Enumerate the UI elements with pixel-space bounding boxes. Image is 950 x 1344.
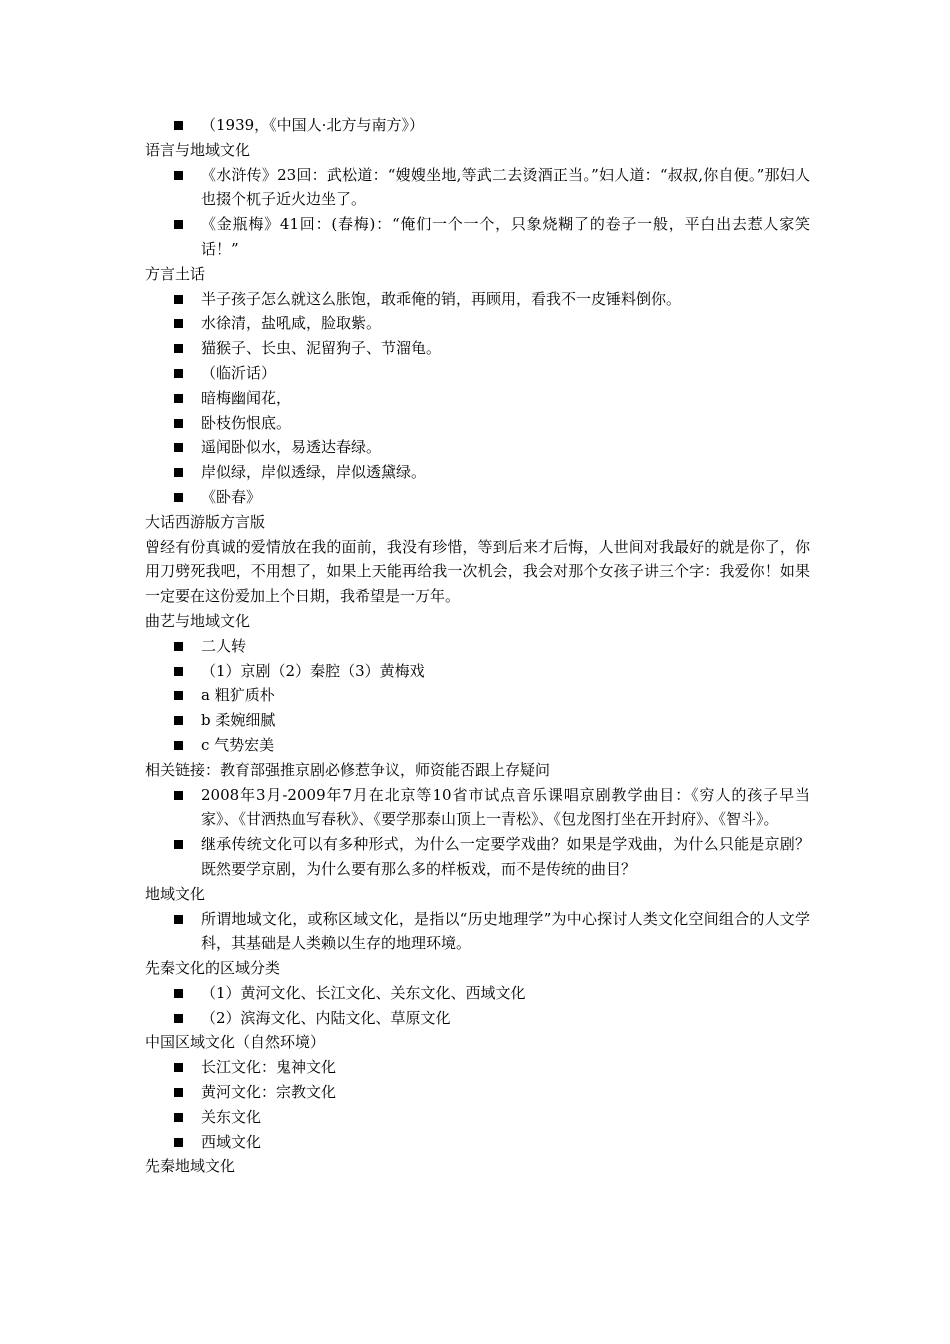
body-paragraph: 曾经有份真诚的爱情放在我的面前，我没有珍惜，等到后来才后悔，人世间对我最好的就是你了，你用刀劈死我吧，不用想了，如果上天能再给我一次机会，我会对那个女孩子讲三个字：我爱你！如果一定要在这份爱加上个日期，我希望是一万年。	[145, 537, 810, 606]
list-item	[145, 634, 810, 659]
list-item-text: 半子孩子怎么就这么胀饱，敢乖俺的销，再顾用，看我不一皮锤料倒你。	[201, 289, 682, 308]
list-item	[145, 311, 810, 336]
list-item	[145, 113, 810, 138]
section-heading: 方言土话	[145, 264, 206, 283]
list-item-text: 继承传统文化可以有多种形式，为什么一定要学戏曲？如果是学戏曲，为什么只能是京剧？既然要学京剧，为什么要有那么多的样板戏，而不是传统的曲目？	[201, 835, 810, 878]
section-heading: 大话西游版方言版	[145, 512, 266, 531]
list-item	[145, 287, 810, 312]
section-westward-journey	[145, 510, 810, 609]
square-bullet-icon	[174, 493, 183, 502]
list-item	[145, 981, 810, 1006]
section-language-culture	[145, 138, 810, 262]
square-bullet-icon	[174, 1014, 183, 1023]
square-bullet-icon	[174, 791, 183, 800]
section-pre-qin-regional-culture	[145, 1154, 810, 1179]
list-item	[145, 163, 810, 213]
square-bullet-icon	[174, 716, 183, 725]
list-item-text: 水徐清，盐吼咸，脸取紫。	[201, 314, 382, 333]
list-item	[145, 1105, 810, 1130]
list-item-text: 《水浒传》23回：武松道：“嫂嫂坐地,等武二去烫酒正当。”妇人道：“叔叔,你自便。”那妇人也掇个杌子近火边坐了。	[201, 165, 810, 209]
section-china-regional-culture	[145, 1030, 810, 1154]
list-item-text: 黄河文化：宗教文化	[201, 1083, 337, 1102]
list-item	[145, 683, 810, 708]
square-bullet-icon	[174, 667, 183, 676]
list-item-text: （1939，《中国人·北方与南方》）	[201, 116, 424, 134]
square-bullet-icon	[174, 419, 183, 428]
square-bullet-icon	[174, 1113, 183, 1122]
square-bullet-icon	[174, 344, 183, 353]
square-bullet-icon	[174, 369, 183, 378]
square-bullet-icon	[174, 840, 183, 849]
square-bullet-icon	[174, 121, 183, 130]
list-item-text: 《金瓶梅》41回：(春梅)：“俺们一个一个，只象烧糊了的卷子一般，平白出去惹人家笑话！”	[201, 215, 810, 258]
square-bullet-icon	[174, 394, 183, 403]
list-item-text: 长江文化：鬼神文化	[201, 1058, 337, 1077]
list-item	[145, 386, 810, 411]
square-bullet-icon	[174, 1063, 183, 1072]
section-pre-qin-classification	[145, 956, 810, 1030]
square-bullet-icon	[174, 171, 183, 180]
list-item-text: 遥闻卧似水，易透达春绿。	[201, 438, 382, 457]
square-bullet-icon	[174, 642, 183, 651]
section-heading: 中国区域文化（自然环境）	[145, 1033, 326, 1052]
list-item	[145, 435, 810, 460]
square-bullet-icon	[174, 741, 183, 750]
square-bullet-icon	[174, 1088, 183, 1097]
list-item	[145, 783, 810, 833]
square-bullet-icon	[174, 220, 183, 229]
list-item-text: 2008年3月-2009年7月在北京等10省市试点音乐课唱京剧教学曲目：《穷人的孩子早当家》、《甘洒热血写春秋》、《要学那泰山顶上一青松》、《包龙图打坐在开封府》、《智斗》。	[201, 785, 810, 829]
list-item	[145, 411, 810, 436]
bullet-list	[145, 287, 810, 510]
list-item	[145, 1080, 810, 1105]
list-item-text: 猫猴子、长虫、泥留狗子、节溜龟。	[201, 339, 442, 358]
list-item	[145, 336, 810, 361]
list-item	[145, 460, 810, 485]
section-related-link	[145, 758, 810, 882]
list-item	[145, 733, 810, 758]
list-item-text: c 气势宏美	[201, 735, 275, 754]
square-bullet-icon	[174, 691, 183, 700]
list-item-text: 关东文化	[201, 1107, 262, 1126]
section-heading: 相关链接：教育部强推京剧必修惹争议，师资能否跟上存疑问	[145, 760, 551, 779]
intro-list	[145, 113, 810, 138]
list-item	[145, 212, 810, 262]
list-item	[145, 832, 810, 882]
section-heading: 语言与地域文化	[145, 140, 251, 159]
section-heading: 地域文化	[145, 884, 206, 903]
section-heading: 曲艺与地域文化	[145, 611, 251, 630]
list-item	[145, 1130, 810, 1155]
square-bullet-icon	[174, 295, 183, 304]
square-bullet-icon	[174, 319, 183, 328]
list-item-text: 岸似绿，岸似透绿，岸似透黛绿。	[201, 463, 427, 482]
list-item-text: b 柔婉细腻	[201, 711, 276, 730]
square-bullet-icon	[174, 468, 183, 477]
list-item	[145, 1006, 810, 1031]
section-heading: 先秦文化的区域分类	[145, 959, 281, 978]
list-item-text: （2）滨海文化、内陆文化、草原文化	[201, 1008, 451, 1027]
list-item-text: a 粗犷质朴	[201, 686, 275, 705]
list-item-text: 所谓地域文化，或称区域文化，是指以“历史地理学”为中心探讨人类文化空间组合的人文学科，其基础是人类赖以生存的地理环境。	[201, 909, 810, 953]
bullet-list	[145, 981, 810, 1031]
list-item-text: 暗梅幽闻花，	[201, 388, 292, 407]
section-dialect	[145, 262, 810, 510]
list-item-text: 卧枝伤恨底。	[201, 413, 292, 432]
bullet-list	[145, 163, 810, 262]
list-item	[145, 361, 810, 386]
square-bullet-icon	[174, 443, 183, 452]
list-item-text: 西域文化	[201, 1132, 262, 1151]
bullet-list	[145, 1055, 810, 1154]
list-item	[145, 659, 810, 684]
square-bullet-icon	[174, 989, 183, 998]
bullet-list	[145, 634, 810, 758]
bullet-list	[145, 783, 810, 882]
section-folk-arts	[145, 609, 810, 758]
list-item-text: （临沂话）	[201, 363, 277, 382]
list-item-text: （1）黄河文化、长江文化、关东文化、西域文化	[201, 983, 526, 1002]
list-item-text: 《卧春》	[201, 487, 262, 506]
bullet-list	[145, 907, 810, 957]
document-page	[145, 113, 810, 1179]
section-regional-culture	[145, 882, 810, 956]
section-heading: 先秦地域文化	[145, 1157, 236, 1176]
list-item	[145, 485, 810, 510]
list-item-text: （1）京剧（2）秦腔（3）黄梅戏	[201, 661, 425, 680]
square-bullet-icon	[174, 915, 183, 924]
list-item-text: 二人转	[201, 636, 247, 655]
square-bullet-icon	[174, 1138, 183, 1147]
list-item	[145, 708, 810, 733]
list-item	[145, 1055, 810, 1080]
list-item	[145, 907, 810, 957]
